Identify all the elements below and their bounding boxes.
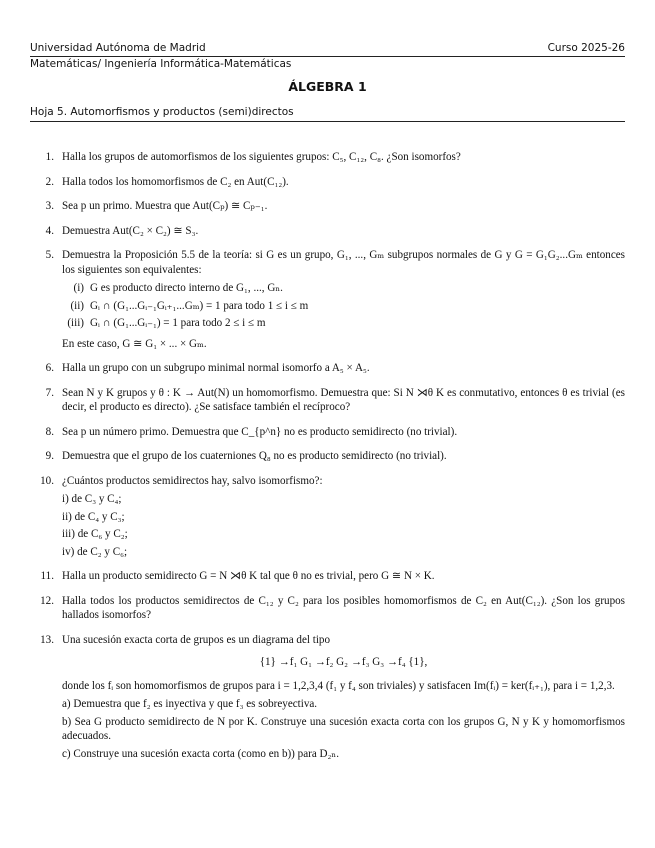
- problem-2: [30, 175, 625, 190]
- problem-number: 6.: [45, 362, 54, 374]
- problem-text: Sea p un primo. Muestra que Aut(Cₚ) ≅ Cₚ₋₁.: [62, 200, 268, 212]
- problem-number: 1.: [45, 151, 54, 163]
- condition-text: G es producto directo interno de G₁, ..., Gₙ.: [90, 282, 283, 294]
- university-name: Universidad Autónoma de Madrid: [30, 42, 206, 54]
- case-iv: iv) de C₂ y C₆;: [62, 545, 128, 558]
- problem-text: Sea p un número primo. Demuestra que C_{p^n} no es producto semidirecto (no trivial).: [62, 425, 458, 438]
- problem-number: 8.: [45, 425, 54, 438]
- exact-sequence: {1} →f₁ G₁ →f₂ G₂ →f₃ G₃ →f₄ {1},: [259, 656, 428, 668]
- problem-text: Halla todos los homomorfismos de C₂ en Aut(C₁₂).: [62, 175, 289, 188]
- problem-text: Sean N y K grupos y θ : K → Aut(N) un homomorfismo. Demuestra que: Si N ⋊θ K es conmutativo, entonces θ es trivial (es decir, el producto es directo). ¿Se satisface también el recíproco?: [62, 386, 625, 413]
- problem-13: [30, 633, 625, 762]
- problem-number: 5.: [45, 249, 54, 261]
- condition-text: Gᵢ ∩ (G₁...Gᵢ₋₁) = 1 para todo 2 ≤ i ≤ m: [90, 317, 266, 329]
- problem-number: 10.: [40, 474, 54, 487]
- problem-12: [30, 594, 625, 623]
- problem-list: [30, 150, 625, 771]
- degree-name: Matemáticas/ Ingeniería Informática-Matemáticas: [30, 58, 292, 70]
- problem-9: [30, 449, 625, 464]
- problem-7: [30, 386, 625, 415]
- part-b: b) Sea G producto semidirecto de N por K. Construye una sucesión exacta corta con los grupos G, N y K y homomorfismos adecuados.: [62, 715, 625, 742]
- problem-number: 11.: [40, 570, 54, 582]
- case-iii: iii) de C₆ y C₂;: [62, 528, 128, 540]
- problem-10: [30, 474, 625, 560]
- case-ii: ii) de C₄ y C₃;: [62, 510, 125, 523]
- condition-ii: (ii) Gᵢ ∩ (G₁...Gᵢ₋₁Gᵢ₊₁...Gₘ) = 1 para todo 1 ≤ i ≤ m: [70, 299, 309, 312]
- problem-13-parts: [62, 697, 625, 761]
- problem-4: [30, 224, 625, 239]
- problem-text: Halla los grupos de automorfismos de los siguientes grupos: C₅, C₁₂, C₈. ¿Son isomorfos?: [62, 151, 461, 163]
- page-title: ÁLGEBRA 1: [288, 79, 367, 94]
- part-c: c) Construye una sucesión exacta corta (como en b)) para D₂ₙ.: [62, 747, 339, 760]
- problem-6: [30, 361, 625, 376]
- problem-5: [30, 248, 625, 351]
- problem-number: 7.: [45, 386, 54, 399]
- condition-iii: (iii) Gᵢ ∩ (G₁...Gᵢ₋₁) = 1 para todo 2 ≤ i ≤ m: [67, 317, 266, 329]
- problem-5-conditions: [62, 281, 625, 331]
- problem-number: 13.: [40, 633, 54, 646]
- problem-10-cases: [62, 492, 625, 559]
- case-i: i) de C₃ y C₄;: [62, 493, 122, 505]
- course-year: Curso 2025-26: [547, 42, 625, 54]
- problem-number: 4.: [45, 224, 54, 237]
- header-row: [30, 42, 625, 54]
- problem-text: Una sucesión exacta corta de grupos es un diagrama del tipo: [62, 633, 331, 646]
- problem-11: [30, 569, 625, 584]
- problem-number: 12.: [40, 594, 54, 607]
- problem-text: ¿Cuántos productos semidirectos hay, salvo isomorfismo?:: [62, 474, 323, 487]
- condition-text: Gᵢ ∩ (G₁...Gᵢ₋₁Gᵢ₊₁...Gₘ) = 1 para todo 1 ≤ i ≤ m: [90, 299, 309, 312]
- problem-text: Demuestra Aut(C₂ × C₂) ≅ S₃.: [62, 224, 199, 237]
- problem-3: [30, 199, 625, 214]
- problem-8: [30, 425, 625, 440]
- problem-text: Demuestra la Proposición 5.5 de la teoría: si G es un grupo, G₁, ..., Gₘ subgrupos normales de G y G = G₁G₂...Gₘ entonces los siguientes son equivalentes:: [62, 249, 625, 276]
- problem-number: 9.: [45, 450, 54, 462]
- part-a: a) Demuestra que f₂ es inyectiva y que f₃ es sobreyectiva.: [62, 698, 318, 710]
- problem-number: 2.: [45, 175, 54, 188]
- problem-text: Halla un grupo con un subgrupo minimal normal isomorfo a A₅ × A₅.: [62, 362, 370, 374]
- sheet-rule: [30, 121, 625, 122]
- problem-13-definition: donde los fᵢ son homomorfismos de grupos para i = 1,2,3,4 (f₁ y f₄ son triviales) y satisfacen Im(fᵢ) = ker(fᵢ₊₁), para i = 1,2,3.: [62, 679, 615, 692]
- problem-text: Halla un producto semidirecto G = N ⋊θ K tal que θ no es trivial, pero G ≅ N × K.: [62, 570, 435, 582]
- sheet-title: Hoja 5. Automorfismos y productos (semi)directos: [30, 106, 294, 118]
- problem-5-conclusion: En este caso, G ≅ G₁ × ... × Gₘ.: [62, 337, 207, 350]
- problem-text: Halla todos los productos semidirectos de C₁₂ y C₂ para los posibles homomorfismos de C₂ en Aut(C₁₂). ¿Son los grupos hallados isomorfos?: [62, 594, 625, 621]
- problem-number: 3.: [45, 200, 54, 212]
- problem-text: Demuestra que el grupo de los cuaterniones Q₈ no es producto semidirecto (no trivial).: [62, 450, 447, 462]
- condition-i: (i) G es producto directo interno de G₁, ..., Gₙ.: [73, 282, 283, 294]
- header-rule: [30, 56, 625, 57]
- problem-1: [30, 150, 625, 165]
